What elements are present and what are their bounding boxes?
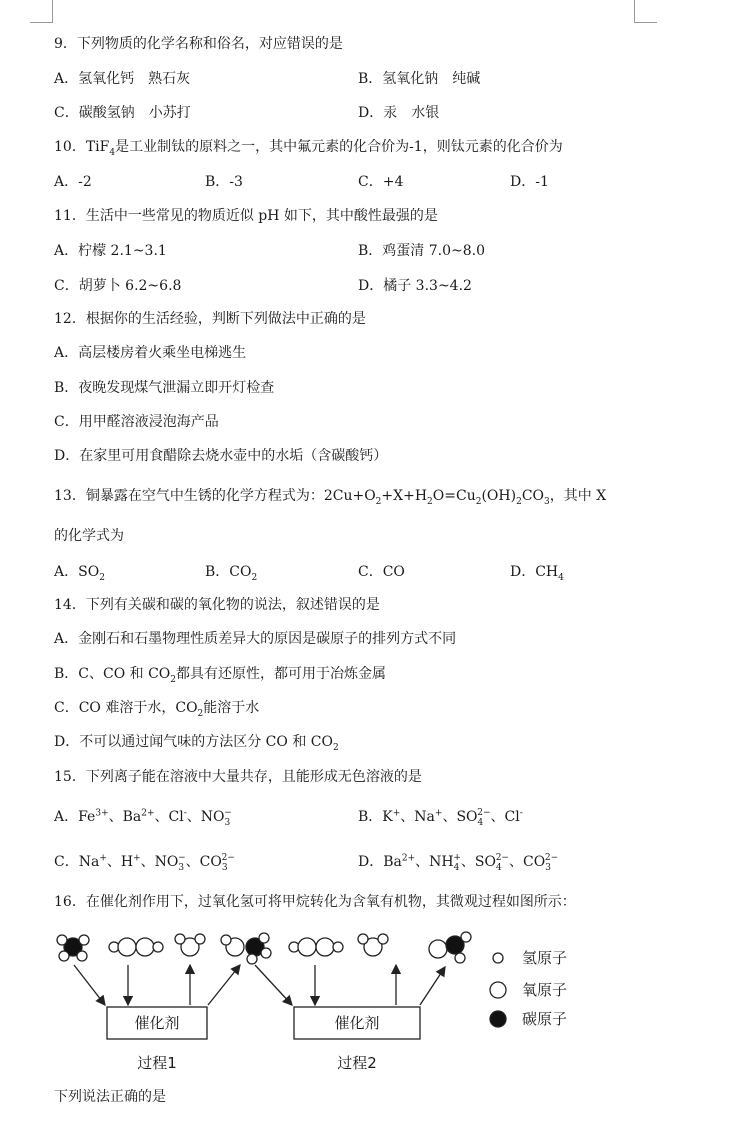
q13-option-c: C．CO [358,564,405,580]
q9-option-d: D．汞 水银 [358,105,440,121]
q13-stem-line2: 的化学式为 [54,528,124,544]
q9-option-c: C．碳酸氢钠 小苏打 [54,105,191,121]
arrow-in-2a [255,965,292,1005]
q14-stem: 14．下列有关碳和碳的氧化物的说法，叙述错误的是 [54,597,380,613]
q15-option-b: B．K+、Na+、$SO_4^{2-}$、Cl- [358,808,523,828]
q10-option-d: D．-1 [510,174,549,190]
legend-hydrogen-icon [493,953,503,963]
methane-molecule-1 [57,935,89,961]
arrow-in-1a [74,965,105,1005]
q13-option-a: A．$SO_2$ [54,564,105,583]
catalyst-label-1: 催化剂 [134,1014,180,1032]
q14-option-a: A．金刚石和石墨物理性质差异大的原因是碳原子的排列方式不同 [54,631,457,647]
process-1-label: 过程1 [137,1054,177,1072]
q9-option-b: B．氢氧化钠 纯碱 [358,71,481,87]
q16-follow-up: 下列说法正确的是 [54,1089,166,1105]
q12-option-b: B．夜晚发现煤气泄漏立即开灯检查 [54,380,275,396]
q13-option-b: B．$CO_2$ [205,564,258,583]
q14-option-d: D．不可以通过闻气味的方法区分 CO 和 $CO_2$ [54,734,339,753]
q11-option-c: C．胡萝卜 6.2~6.8 [54,278,182,294]
hydrogen-peroxide-molecule-2 [289,938,343,956]
q14-option-c: C．CO 难溶于水，$CO_2$能溶于水 [54,700,260,719]
q16-reaction-diagram [0,925,733,1085]
q15-option-d: D．$Ba^{2+}$、$NH_4^+$、$SO_4^{2-}$、$CO_3^{2-}$ [358,853,559,873]
legend-carbon-label: 碳原子 [522,1010,568,1028]
q12-option-c: C．用甲醛溶液浸泡海产品 [54,414,219,430]
arrow-out-2b [420,967,445,1005]
q13-option-d: D．$CH_4$ [510,564,564,583]
q9-option-a: A．氢氧化钙 熟石灰 [54,71,191,87]
q10-option-c: C．+4 [358,174,404,190]
legend-oxygen-icon [490,982,506,998]
process-2-label: 过程2 [337,1054,377,1072]
q11-option-b: B．鸡蛋清 7.0~8.0 [358,243,485,259]
methanol-molecule-1 [221,933,271,964]
catalyst-label-2: 催化剂 [334,1014,380,1032]
arrow-out-1b [208,965,240,1005]
water-molecule-1 [175,934,205,956]
legend-carbon-icon [490,1011,506,1027]
formaldehyde-molecule-1 [429,932,471,963]
q11-stem: 11．生活中一些常见的物质近似 pH 如下，其中酸性最强的是 [54,208,438,224]
q13-stem: 13．铜暴露在空气中生锈的化学方程式为：$2Cu+O_2+X+H_2O=Cu_2(OH)_2CO_3$，其中 X [54,488,607,507]
q12-stem: 12．根据你的生活经验，判断下列做法中正确的是 [54,311,366,327]
q15-option-a: A．$Fe^{3+}$、$Ba^{2+}$、Cl-、$NO_3^-$ [54,808,232,828]
q10-option-a: A．-2 [54,174,92,190]
q15-stem: 15．下列离子能在溶液中大量共存，且能形成无色溶液的是 [54,769,422,785]
q11-option-a: A．柠檬 2.1~3.1 [54,243,167,259]
q10-stem: 10．TiF$_4$是工业制钛的原料之一，其中氟元素的化合价为-1，则钛元素的化合价为 [54,139,563,158]
q12-option-d: D．在家里可用食醋除去烧水壶中的水垢（含碳酸钙） [54,448,388,464]
q14-option-b: B．C、CO 和 $CO_2$都具有还原性，都可用于冶炼金属 [54,666,387,685]
legend-hydrogen-label: 氢原子 [522,949,568,967]
legend-oxygen-label: 氧原子 [522,981,568,999]
q12-option-a: A．高层楼房着火乘坐电梯逃生 [54,345,247,361]
water-molecule-2 [358,934,388,956]
page-corner-mark-left [30,0,53,23]
q10-option-b: B．-3 [205,174,243,190]
q11-option-d: D．橘子 3.3~4.2 [358,278,472,294]
hydrogen-peroxide-molecule-1 [109,938,163,956]
q13-equation: $2Cu+O_2+X+H_2O=Cu_2(OH)_2CO_3$ [323,488,550,507]
q15-option-c: C．Na+、H+、$NO_3^-$、$CO_3^{2-}$ [54,853,235,873]
page-corner-mark-right [634,0,657,23]
q16-stem: 16．在催化剂作用下，过氧化氢可将甲烷转化为含氧有机物，其微观过程如图所示： [54,894,576,910]
q9-stem: 9．下列物质的化学名称和俗名，对应错误的是 [54,36,343,52]
